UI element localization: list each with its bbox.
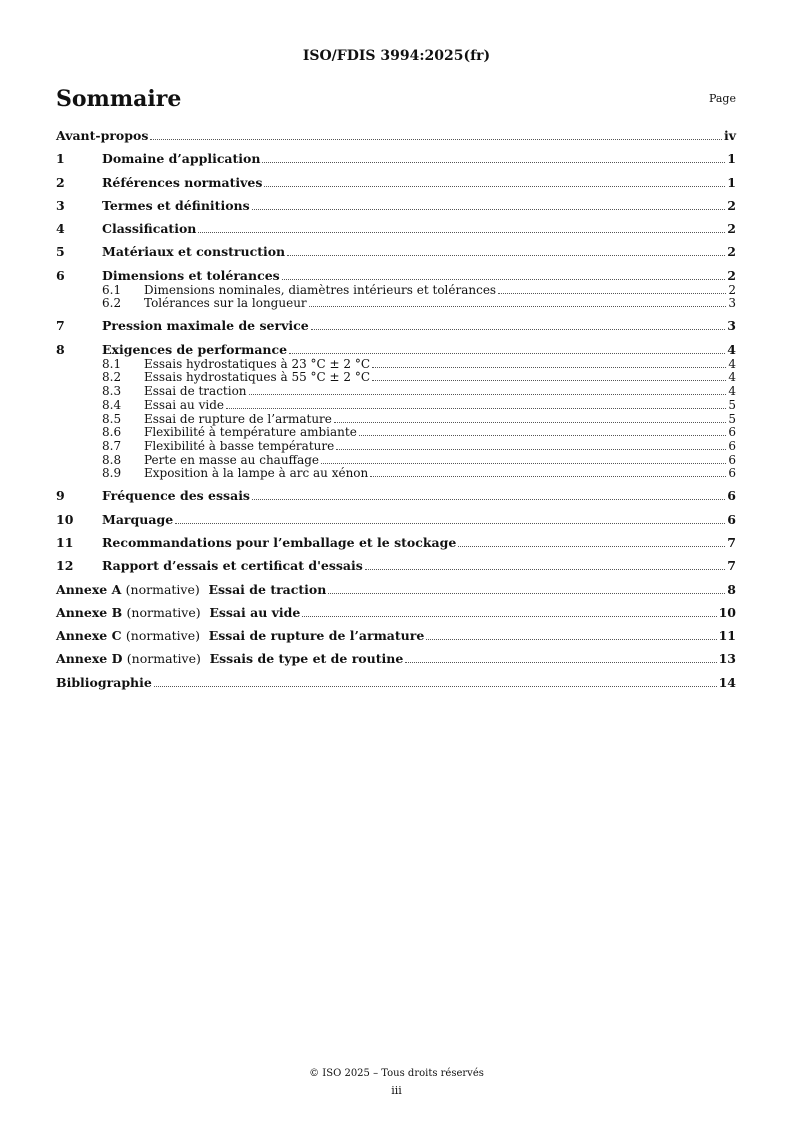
toc-annex-title [56, 582, 326, 598]
toc-subentry[interactable] [56, 399, 736, 413]
toc-annex-title [56, 651, 403, 667]
dot-leader [289, 353, 725, 354]
toc-title: Perte en masse au chauffage [144, 452, 320, 467]
toc-title: Rapport d’essais et certificat d'essais [102, 558, 363, 574]
toc-title: Exposition à la lampe à arc au xénon [144, 466, 369, 481]
toc-number: 3 [56, 197, 65, 213]
toc-entry[interactable] [56, 268, 736, 284]
dot-leader [302, 616, 716, 617]
dot-leader [282, 279, 726, 280]
dot-leader [262, 162, 725, 163]
dot-leader [249, 394, 727, 395]
dot-leader [264, 186, 725, 187]
toc-number: 8.8 [102, 452, 122, 467]
toc-title: Avant-propos [56, 128, 149, 143]
toc-number: 2 [56, 174, 65, 190]
dot-leader [328, 593, 725, 594]
toc-number: 8.6 [102, 425, 122, 440]
toc-page-number: 3 [727, 318, 736, 334]
toc-entry[interactable] [56, 221, 736, 237]
toc-number: 10 [56, 511, 74, 527]
toc-subentry[interactable] [56, 358, 736, 372]
toc-entry[interactable] [56, 675, 736, 691]
toc-title: Matériaux et construction [102, 244, 286, 260]
toc-subentry[interactable] [56, 297, 736, 311]
page-column-label: Page [708, 92, 736, 105]
toc-annex-title [56, 628, 424, 644]
toc-title: Essai au vide [144, 397, 224, 412]
annex-label: Annexe B [56, 604, 123, 620]
toc-page-number: 11 [718, 628, 736, 644]
toc-page-number: 5 [728, 411, 736, 426]
toc-number: 8.4 [102, 397, 122, 412]
toc-page-number: 6 [728, 466, 736, 481]
toc-number: 11 [56, 535, 74, 550]
toc-number: 5 [56, 244, 65, 260]
toc-entry[interactable] [56, 128, 736, 144]
dot-leader [252, 209, 726, 210]
dot-leader [154, 686, 717, 687]
toc-page-number: 5 [728, 397, 736, 412]
toc-title: Pression maximale de service [102, 318, 309, 334]
toc-page-number: 10 [718, 604, 736, 620]
toc-entry[interactable] [56, 175, 736, 191]
toc-number: 8.3 [102, 384, 122, 399]
toc-title: Dimensions nominales, diamètres intérieurs et tolérances [144, 282, 497, 297]
toc-page-number: 4 [728, 370, 736, 385]
toc-number: 12 [56, 558, 74, 574]
toc-number: 8.1 [102, 356, 122, 371]
dot-leader [198, 232, 725, 233]
page-number: iii [391, 1084, 402, 1097]
toc-page-number: iv [723, 128, 736, 143]
annex-qualifier: (normative) [125, 628, 200, 644]
toc-page-number: 2 [727, 244, 736, 260]
toc-page-number: 6 [727, 511, 736, 527]
toc-page-number: 2 [727, 221, 736, 237]
toc-title: Exigences de performance [102, 341, 288, 357]
dot-leader [252, 499, 725, 500]
toc-entry[interactable] [56, 318, 736, 334]
dot-leader [370, 476, 726, 477]
toc-page-number: 4 [727, 341, 736, 357]
dot-leader [175, 523, 725, 524]
toc-title: Tolérances sur la longueur [144, 296, 307, 311]
toc-title: Recommandations pour l’emballage et le stockage [102, 535, 457, 550]
toc-title: Dimensions et tolérances [102, 267, 280, 283]
dot-leader [226, 408, 726, 409]
toc-page-number: 6 [728, 439, 736, 453]
annex-qualifier: (normative) [126, 651, 201, 667]
toc-entry[interactable] [56, 488, 736, 504]
toc-entry[interactable] [56, 151, 736, 167]
toc-title: Bibliographie [56, 674, 152, 690]
dot-leader [359, 435, 727, 436]
dot-leader [372, 380, 726, 381]
toc-number: 8.9 [102, 466, 122, 481]
annex-qualifier: (normative) [125, 581, 200, 597]
toc-number: 8.5 [102, 411, 122, 426]
document-id: ISO/FDIS 3994:2025(fr) [302, 48, 491, 64]
toc-page-number: 6 [728, 452, 736, 467]
dot-leader [498, 293, 726, 294]
annex-label: Annexe C [56, 628, 122, 644]
toc-number: 8.7 [102, 439, 122, 453]
dot-leader [405, 662, 716, 663]
dot-leader [311, 329, 726, 330]
toc-title: Essais hydrostatiques à 23 °C ± 2 °C [144, 356, 371, 371]
dot-leader [372, 367, 726, 368]
toc-number: 1 [56, 151, 65, 167]
toc-entry[interactable] [56, 628, 736, 644]
toc-page-number: 2 [727, 197, 736, 213]
dot-leader [365, 569, 725, 570]
dot-leader [336, 449, 726, 450]
dot-leader [321, 463, 726, 464]
annex-title: Essai au vide [209, 604, 301, 620]
toc-title: Domaine d’application [102, 151, 261, 167]
table-of-contents [56, 128, 736, 691]
toc-page-number: 4 [728, 384, 736, 399]
toc-title: Références normatives [102, 174, 263, 190]
toc-page-number: 6 [727, 488, 736, 504]
toc-annex-title [56, 605, 300, 621]
toc-entry[interactable] [56, 512, 736, 528]
toc-page-number: 8 [727, 581, 736, 597]
toc-page-number: 7 [727, 558, 736, 574]
toc-subentry[interactable] [56, 467, 736, 481]
toc-title: Termes et définitions [102, 197, 250, 213]
toc-page-number: 2 [727, 267, 736, 283]
copyright-notice: © ISO 2025 – Tous droits réservés [309, 1068, 484, 1079]
toc-title: Essais hydrostatiques à 55 °C ± 2 °C [144, 370, 371, 385]
toc-title: Fréquence des essais [102, 488, 250, 504]
toc-subentry[interactable] [56, 371, 736, 385]
toc-subentry[interactable] [56, 413, 736, 427]
toc-title: Flexibilité à basse température [144, 439, 335, 453]
annex-label: Annexe A [56, 581, 122, 597]
toc-number: 4 [56, 221, 65, 237]
annex-label: Annexe D [56, 651, 123, 667]
dot-leader [150, 139, 722, 140]
toc-title: Essai de traction [144, 384, 247, 399]
toc-number: 9 [56, 488, 65, 504]
toc-entry[interactable] [56, 558, 736, 574]
toc-page-number: 1 [727, 151, 736, 167]
dot-leader [334, 422, 726, 423]
annex-title: Essais de type et de routine [209, 651, 404, 667]
annex-qualifier: (normative) [126, 604, 201, 620]
toc-subentry[interactable] [56, 426, 736, 440]
toc-subentry[interactable] [56, 454, 736, 468]
toc-number: 6.1 [102, 282, 122, 297]
toc-title: Flexibilité à température ambiante [144, 425, 357, 440]
toc-entry[interactable] [56, 244, 736, 260]
dot-leader [458, 546, 725, 547]
toc-number: 8.2 [102, 370, 122, 385]
toc-subentry[interactable] [56, 385, 736, 399]
toc-title: Marquage [102, 511, 174, 527]
dot-leader [309, 306, 727, 307]
toc-entry[interactable] [56, 535, 736, 551]
toc-number: 6.2 [102, 296, 122, 311]
toc-page-number: 3 [728, 296, 736, 311]
toc-number: 7 [56, 318, 65, 334]
page-title: Sommaire [56, 86, 182, 112]
toc-page-number: 4 [728, 356, 736, 371]
toc-page-number: 7 [727, 535, 736, 550]
toc-page-number: 6 [728, 425, 736, 440]
toc-entry[interactable] [56, 582, 736, 598]
toc-title: Essai de rupture de l’armature [144, 411, 332, 426]
toc-entry[interactable] [56, 198, 736, 214]
toc-page-number: 14 [718, 674, 736, 690]
toc-entry[interactable] [56, 605, 736, 621]
toc-number: 8 [56, 341, 65, 357]
annex-title: Essai de rupture de l’armature [208, 628, 425, 644]
toc-entry[interactable] [56, 651, 736, 667]
toc-page-number: 1 [727, 174, 736, 190]
toc-page-number: 13 [718, 651, 736, 667]
dot-leader [287, 255, 725, 256]
toc-subentry[interactable] [56, 440, 736, 454]
annex-title: Essai de traction [208, 581, 327, 597]
toc-number: 6 [56, 267, 65, 283]
toc-entry[interactable] [56, 342, 736, 358]
toc-page-number: 2 [728, 282, 736, 297]
toc-subentry[interactable] [56, 284, 736, 298]
toc-title: Classification [102, 221, 197, 237]
dot-leader [426, 639, 716, 640]
